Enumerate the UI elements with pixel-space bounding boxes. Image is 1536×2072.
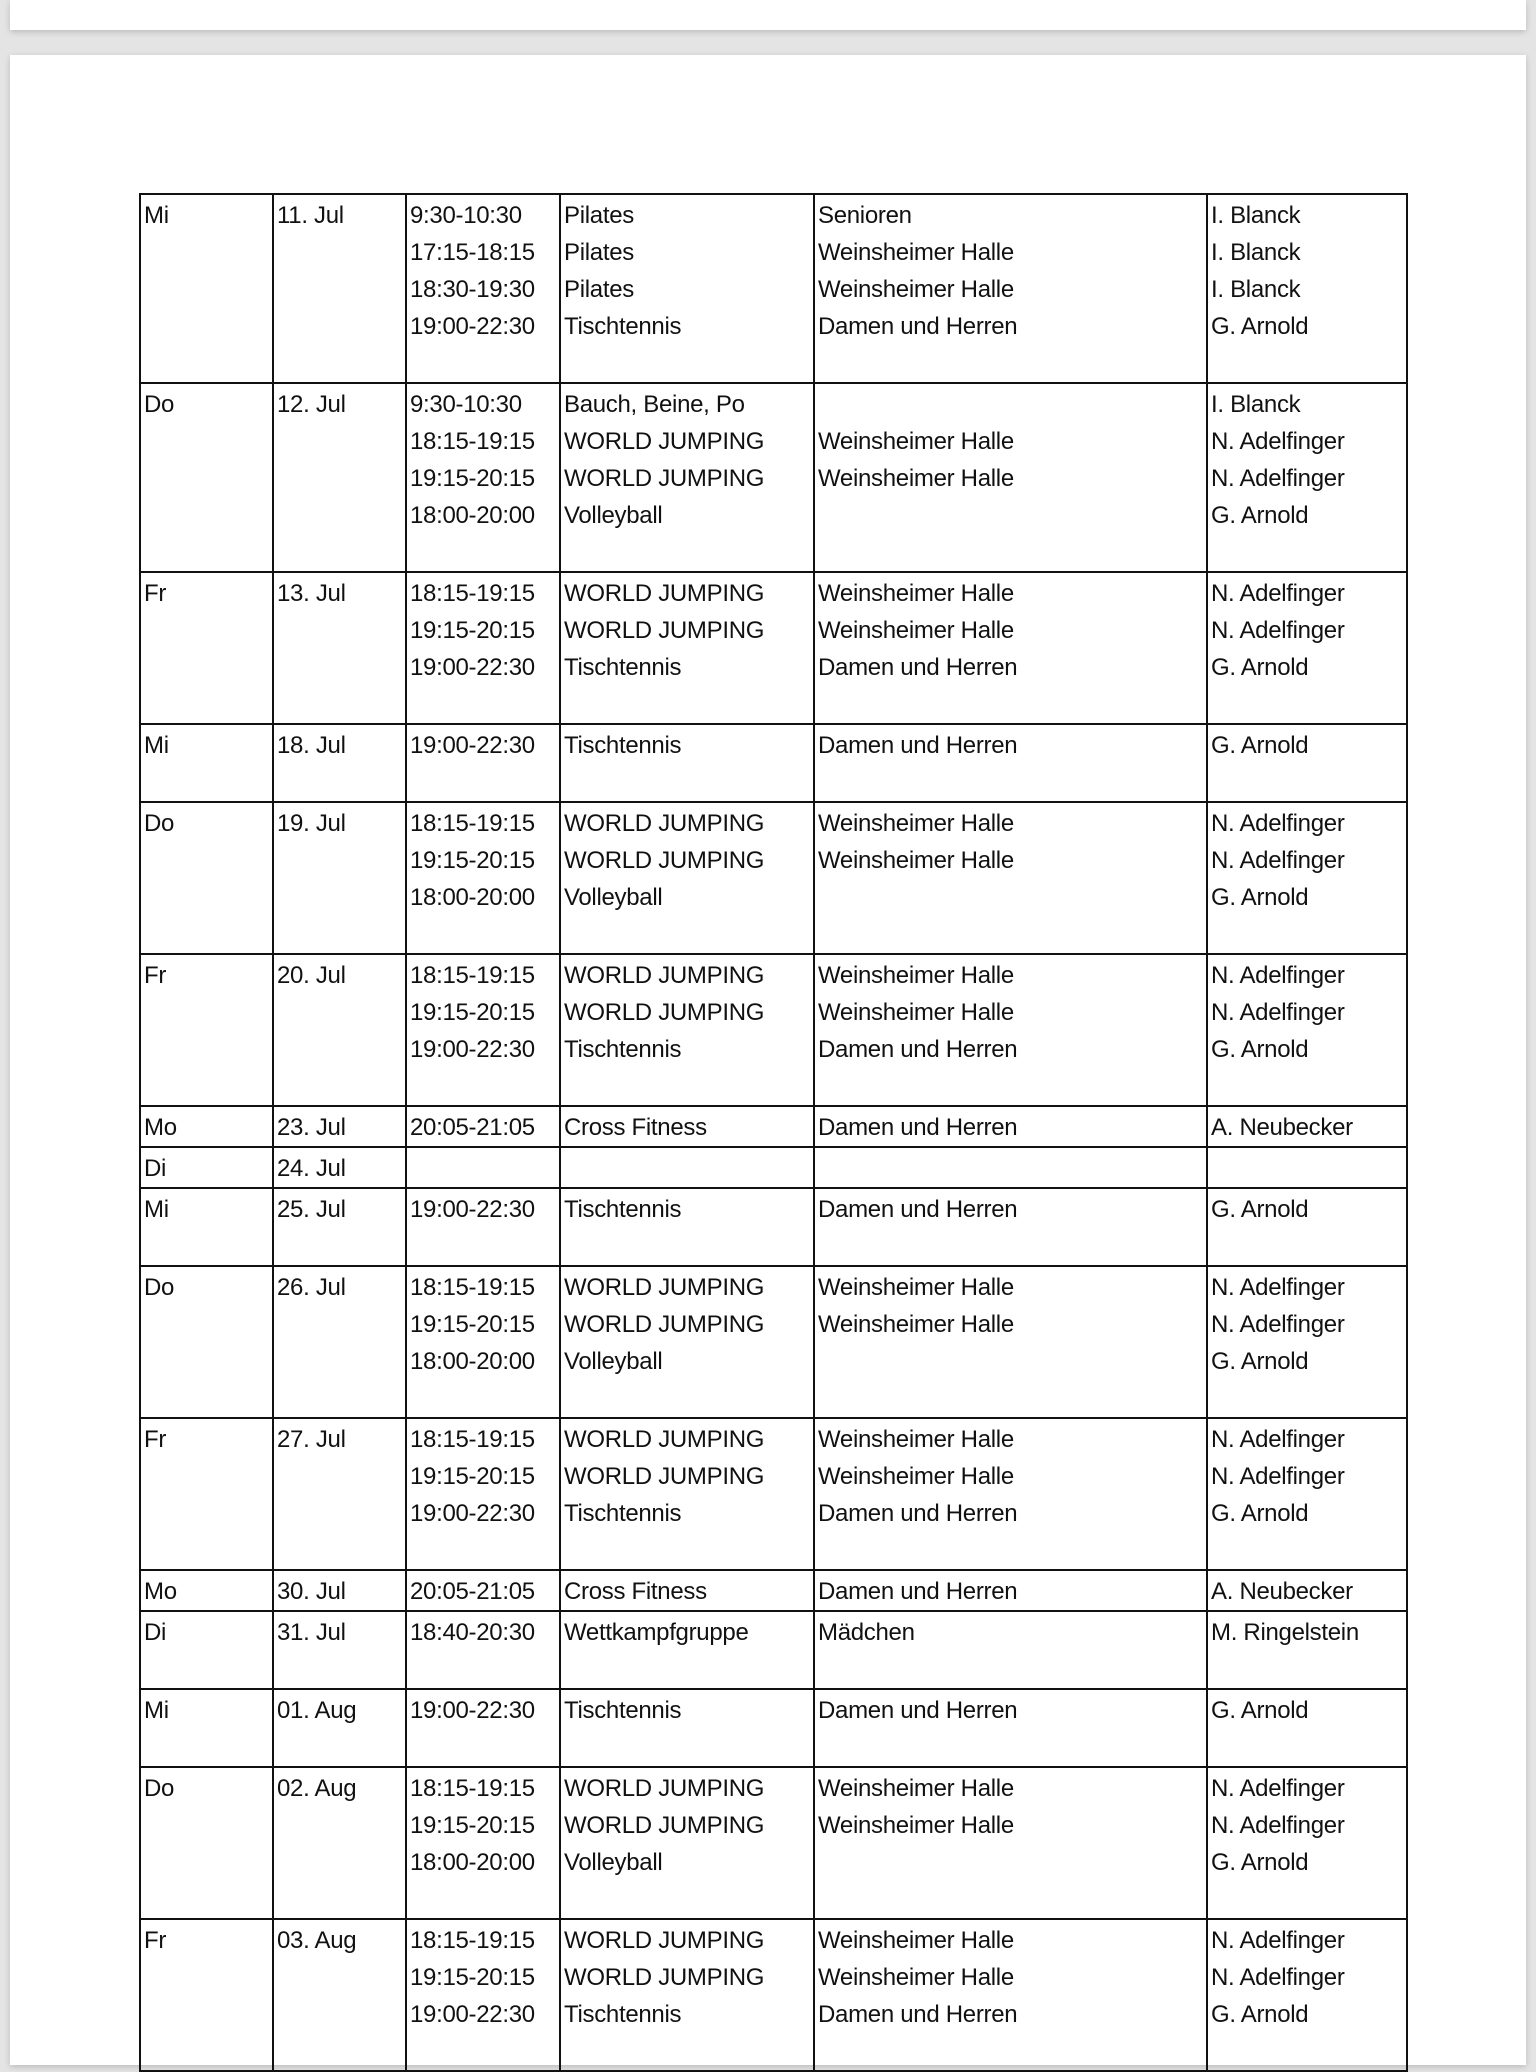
group: Weinsheimer Halle [818,1964,1014,1991]
time: 18:15-19:15 [410,962,535,989]
schedule-row [140,1147,1407,1188]
date-cell [273,383,406,572]
time: 19:00-22:30 [410,313,535,340]
weekday-cell [140,1418,273,1570]
weekday: Mi [144,202,169,229]
weekday-cell [140,1919,273,2071]
weekday: Di [144,1155,167,1182]
time [410,1150,556,1187]
activity: WORLD JUMPING [564,580,765,607]
time: 18:15-19:15 [410,1927,535,1954]
time-cell [406,1689,560,1767]
date-cell [273,1767,406,1919]
activity-cell [560,1147,814,1188]
time-cell [406,1188,560,1266]
group-cell [814,1611,1207,1689]
date-cell [273,1106,406,1147]
activity-cell [560,724,814,802]
time-cell [406,1147,560,1188]
schedule-row [140,194,1407,383]
time: 19:15-20:15 [410,847,535,874]
weekday-cell [140,194,273,383]
activity-cell [560,954,814,1106]
time: 19:15-20:15 [410,1812,535,1839]
weekday: Mi [144,732,169,759]
trainer: G. Arnold [1211,313,1309,340]
date: 26. Jul [277,1274,346,1301]
date: 19. Jul [277,810,346,837]
weekday: Mo [144,1578,177,1605]
trainer: N. Adelfinger [1211,1463,1345,1490]
date: 02. Aug [277,1775,357,1802]
date-cell [273,572,406,724]
trainer: N. Adelfinger [1211,1927,1345,1954]
group-cell [814,1767,1207,1919]
activity-cell [560,1266,814,1418]
weekday-cell [140,802,273,954]
trainer: N. Adelfinger [1211,428,1345,455]
time-cell [406,572,560,724]
activity: Volleyball [564,1849,663,1876]
time: 19:15-20:15 [410,617,535,644]
weekday: Do [144,1775,175,1802]
activity: WORLD JUMPING [564,999,765,1026]
trainer: G. Arnold [1211,1036,1309,1063]
date-cell [273,1611,406,1689]
date-cell [273,1418,406,1570]
time: 18:15-19:15 [410,1426,535,1453]
group-cell [814,572,1207,724]
activity: WORLD JUMPING [564,1274,765,1301]
trainer-cell [1207,1689,1407,1767]
date: 31. Jul [277,1619,346,1646]
activity: Volleyball [564,884,663,911]
weekday-cell [140,724,273,802]
trainer: N. Adelfinger [1211,1964,1345,1991]
time-cell [406,1611,560,1689]
group [818,879,1203,916]
schedule-row [140,1919,1407,2071]
weekday-cell [140,954,273,1106]
group [818,386,1203,423]
trainer-cell [1207,1919,1407,2071]
time-cell [406,724,560,802]
weekday: Di [144,1619,167,1646]
date-cell [273,1147,406,1188]
weekday: Do [144,1274,175,1301]
activity: Tischtennis [564,313,682,340]
time: 19:00-22:30 [410,732,535,759]
activity: WORLD JUMPING [564,1927,765,1954]
date-cell [273,1266,406,1418]
trainer: I. Blanck [1211,391,1301,418]
trainer: G. Arnold [1211,2001,1309,2028]
activity [564,1150,810,1187]
time: 19:15-20:15 [410,465,535,492]
date: 23. Jul [277,1114,346,1141]
trainer: G. Arnold [1211,1697,1309,1724]
group [818,1844,1203,1881]
group: Damen und Herren [818,1500,1018,1527]
activity-cell [560,194,814,383]
activity: Volleyball [564,1348,663,1375]
date-cell [273,954,406,1106]
group-cell [814,954,1207,1106]
trainer: N. Adelfinger [1211,1812,1345,1839]
activity: WORLD JUMPING [564,1775,765,1802]
trainer: N. Adelfinger [1211,962,1345,989]
trainer: N. Adelfinger [1211,1274,1345,1301]
group-cell [814,1188,1207,1266]
trainer: G. Arnold [1211,1348,1309,1375]
trainer: N. Adelfinger [1211,580,1345,607]
trainer: G. Arnold [1211,884,1309,911]
weekday-cell [140,1106,273,1147]
time: 18:15-19:15 [410,1775,535,1802]
time: 9:30-10:30 [410,202,522,229]
time-cell [406,1570,560,1611]
activity-cell [560,1418,814,1570]
time-cell [406,1106,560,1147]
date-cell [273,1919,406,2071]
trainer: I. Blanck [1211,276,1301,303]
trainer-cell [1207,802,1407,954]
group: Weinsheimer Halle [818,999,1014,1026]
activity-cell [560,1919,814,2071]
activity: Tischtennis [564,732,682,759]
group: Senioren [818,202,912,229]
activity: WORLD JUMPING [564,617,765,644]
weekday: Do [144,391,175,418]
group: Weinsheimer Halle [818,1311,1014,1338]
time: 19:15-20:15 [410,1964,535,1991]
schedule-row [140,1570,1407,1611]
group: Weinsheimer Halle [818,428,1014,455]
group: Damen und Herren [818,654,1018,681]
trainer: N. Adelfinger [1211,617,1345,644]
date: 18. Jul [277,732,346,759]
trainer: I. Blanck [1211,239,1301,266]
trainer: N. Adelfinger [1211,847,1345,874]
activity: Tischtennis [564,1697,682,1724]
weekday: Fr [144,1426,167,1453]
activity: WORLD JUMPING [564,428,765,455]
weekday-cell [140,572,273,724]
schedule-table [139,193,1408,2072]
group-cell [814,1689,1207,1767]
schedule-row [140,724,1407,802]
time: 18:15-19:15 [410,810,535,837]
group-cell [814,1106,1207,1147]
previous-page [10,0,1526,30]
trainer-cell [1207,1266,1407,1418]
weekday: Fr [144,1927,167,1954]
group: Damen und Herren [818,1578,1018,1605]
trainer: N. Adelfinger [1211,999,1345,1026]
trainer: A. Neubecker [1211,1578,1353,1605]
activity: WORLD JUMPING [564,1463,765,1490]
schedule-row [140,383,1407,572]
group: Weinsheimer Halle [818,465,1014,492]
date: 20. Jul [277,962,346,989]
group: Weinsheimer Halle [818,962,1014,989]
group-cell [814,1418,1207,1570]
activity-cell [560,383,814,572]
group: Damen und Herren [818,2001,1018,2028]
time: 19:00-22:30 [410,1036,535,1063]
trainer: I. Blanck [1211,202,1301,229]
schedule-row [140,954,1407,1106]
date-cell [273,194,406,383]
time: 20:05-21:05 [410,1578,535,1605]
date: 27. Jul [277,1426,346,1453]
date: 03. Aug [277,1927,357,1954]
time: 18:15-19:15 [410,428,535,455]
trainer: G. Arnold [1211,732,1309,759]
time: 9:30-10:30 [410,391,522,418]
trainer: N. Adelfinger [1211,465,1345,492]
date: 01. Aug [277,1697,357,1724]
group-cell [814,1147,1207,1188]
group: Weinsheimer Halle [818,239,1014,266]
group: Weinsheimer Halle [818,810,1014,837]
schedule-row [140,802,1407,954]
weekday-cell [140,383,273,572]
group: Damen und Herren [818,1697,1018,1724]
date: 30. Jul [277,1578,346,1605]
trainer: M. Ringelstein [1211,1619,1359,1646]
trainer: G. Arnold [1211,502,1309,529]
time: 18:15-19:15 [410,580,535,607]
schedule-row [140,1689,1407,1767]
date-cell [273,1570,406,1611]
group-cell [814,1266,1207,1418]
date-cell [273,1689,406,1767]
time: 17:15-18:15 [410,239,535,266]
activity-cell [560,1106,814,1147]
activity: Tischtennis [564,2001,682,2028]
activity-cell [560,1611,814,1689]
activity: Tischtennis [564,654,682,681]
group-cell [814,194,1207,383]
group [818,1343,1203,1380]
group: Weinsheimer Halle [818,1274,1014,1301]
group: Damen und Herren [818,1036,1018,1063]
activity: WORLD JUMPING [564,810,765,837]
time-cell [406,954,560,1106]
trainer: N. Adelfinger [1211,810,1345,837]
group: Mädchen [818,1619,915,1646]
trainer: G. Arnold [1211,654,1309,681]
time: 19:00-22:30 [410,2001,535,2028]
activity: WORLD JUMPING [564,847,765,874]
time-cell [406,383,560,572]
activity: Tischtennis [564,1500,682,1527]
activity-cell [560,1570,814,1611]
time: 18:00-20:00 [410,1849,535,1876]
group [818,497,1203,534]
activity: Bauch, Beine, Po [564,391,745,418]
date: 13. Jul [277,580,346,607]
schedule-row [140,1767,1407,1919]
time-cell [406,1767,560,1919]
trainer-cell [1207,724,1407,802]
weekday-cell [140,1767,273,1919]
date: 25. Jul [277,1196,346,1223]
activity: Tischtennis [564,1196,682,1223]
trainer: G. Arnold [1211,1500,1309,1527]
time: 19:15-20:15 [410,999,535,1026]
activity: Pilates [564,202,634,229]
activity: Cross Fitness [564,1578,707,1605]
activity: Tischtennis [564,1036,682,1063]
schedule-row [140,1611,1407,1689]
weekday: Mo [144,1114,177,1141]
time: 18:00-20:00 [410,1348,535,1375]
activity: Wettkampfgruppe [564,1619,749,1646]
time: 19:15-20:15 [410,1463,535,1490]
group: Weinsheimer Halle [818,580,1014,607]
group: Damen und Herren [818,313,1018,340]
date-cell [273,802,406,954]
trainer-cell [1207,1188,1407,1266]
activity-cell [560,572,814,724]
trainer-cell [1207,1418,1407,1570]
time: 20:05-21:05 [410,1114,535,1141]
group-cell [814,1570,1207,1611]
weekday: Mi [144,1697,169,1724]
group: Damen und Herren [818,732,1018,759]
group-cell [814,383,1207,572]
weekday-cell [140,1570,273,1611]
time-cell [406,802,560,954]
time-cell [406,1418,560,1570]
weekday: Mi [144,1196,169,1223]
activity: WORLD JUMPING [564,1964,765,1991]
weekday-cell [140,1611,273,1689]
time: 19:15-20:15 [410,1311,535,1338]
trainer-cell [1207,1611,1407,1689]
time-cell [406,1919,560,2071]
group: Weinsheimer Halle [818,1426,1014,1453]
group: Weinsheimer Halle [818,1775,1014,1802]
activity: Volleyball [564,502,663,529]
time: 18:40-20:30 [410,1619,535,1646]
group: Weinsheimer Halle [818,276,1014,303]
time-cell [406,1266,560,1418]
schedule-row [140,572,1407,724]
trainer-cell [1207,1147,1407,1188]
weekday-cell [140,1689,273,1767]
trainer: A. Neubecker [1211,1114,1353,1141]
trainer: N. Adelfinger [1211,1775,1345,1802]
date: 24. Jul [277,1155,346,1182]
trainer-cell [1207,572,1407,724]
group: Damen und Herren [818,1196,1018,1223]
activity: WORLD JUMPING [564,1311,765,1338]
schedule-row [140,1106,1407,1147]
activity-cell [560,1188,814,1266]
trainer-cell [1207,1570,1407,1611]
schedule-row [140,1418,1407,1570]
activity: Pilates [564,276,634,303]
date: 12. Jul [277,391,346,418]
activity: Pilates [564,239,634,266]
trainer-cell [1207,1106,1407,1147]
weekday-cell [140,1266,273,1418]
trainer: G. Arnold [1211,1849,1309,1876]
time: 18:00-20:00 [410,884,535,911]
trainer: G. Arnold [1211,1196,1309,1223]
group: Weinsheimer Halle [818,1927,1014,1954]
group-cell [814,724,1207,802]
activity: WORLD JUMPING [564,465,765,492]
activity-cell [560,1767,814,1919]
trainer-cell [1207,194,1407,383]
time: 19:00-22:30 [410,1196,535,1223]
group: Weinsheimer Halle [818,847,1014,874]
group: Weinsheimer Halle [818,1812,1014,1839]
trainer: N. Adelfinger [1211,1426,1345,1453]
trainer-cell [1207,954,1407,1106]
weekday: Fr [144,962,167,989]
time: 18:15-19:15 [410,1274,535,1301]
date-cell [273,724,406,802]
date-cell [273,1188,406,1266]
activity: WORLD JUMPING [564,1812,765,1839]
weekday: Do [144,810,175,837]
time: 19:00-22:30 [410,654,535,681]
weekday-cell [140,1147,273,1188]
trainer [1211,1150,1403,1187]
trainer: N. Adelfinger [1211,1311,1345,1338]
activity-cell [560,1689,814,1767]
activity: WORLD JUMPING [564,1426,765,1453]
trainer-cell [1207,1767,1407,1919]
schedule-row [140,1188,1407,1266]
group [818,1150,1203,1187]
group-cell [814,802,1207,954]
activity: WORLD JUMPING [564,962,765,989]
time: 19:00-22:30 [410,1500,535,1527]
activity: Cross Fitness [564,1114,707,1141]
weekday: Fr [144,580,167,607]
time-cell [406,194,560,383]
date: 11. Jul [277,202,344,229]
group-cell [814,1919,1207,2071]
schedule-row [140,1266,1407,1418]
trainer-cell [1207,383,1407,572]
group: Weinsheimer Halle [818,617,1014,644]
group: Damen und Herren [818,1114,1018,1141]
time: 19:00-22:30 [410,1697,535,1724]
activity-cell [560,802,814,954]
time: 18:00-20:00 [410,502,535,529]
weekday-cell [140,1188,273,1266]
time: 18:30-19:30 [410,276,535,303]
group: Weinsheimer Halle [818,1463,1014,1490]
